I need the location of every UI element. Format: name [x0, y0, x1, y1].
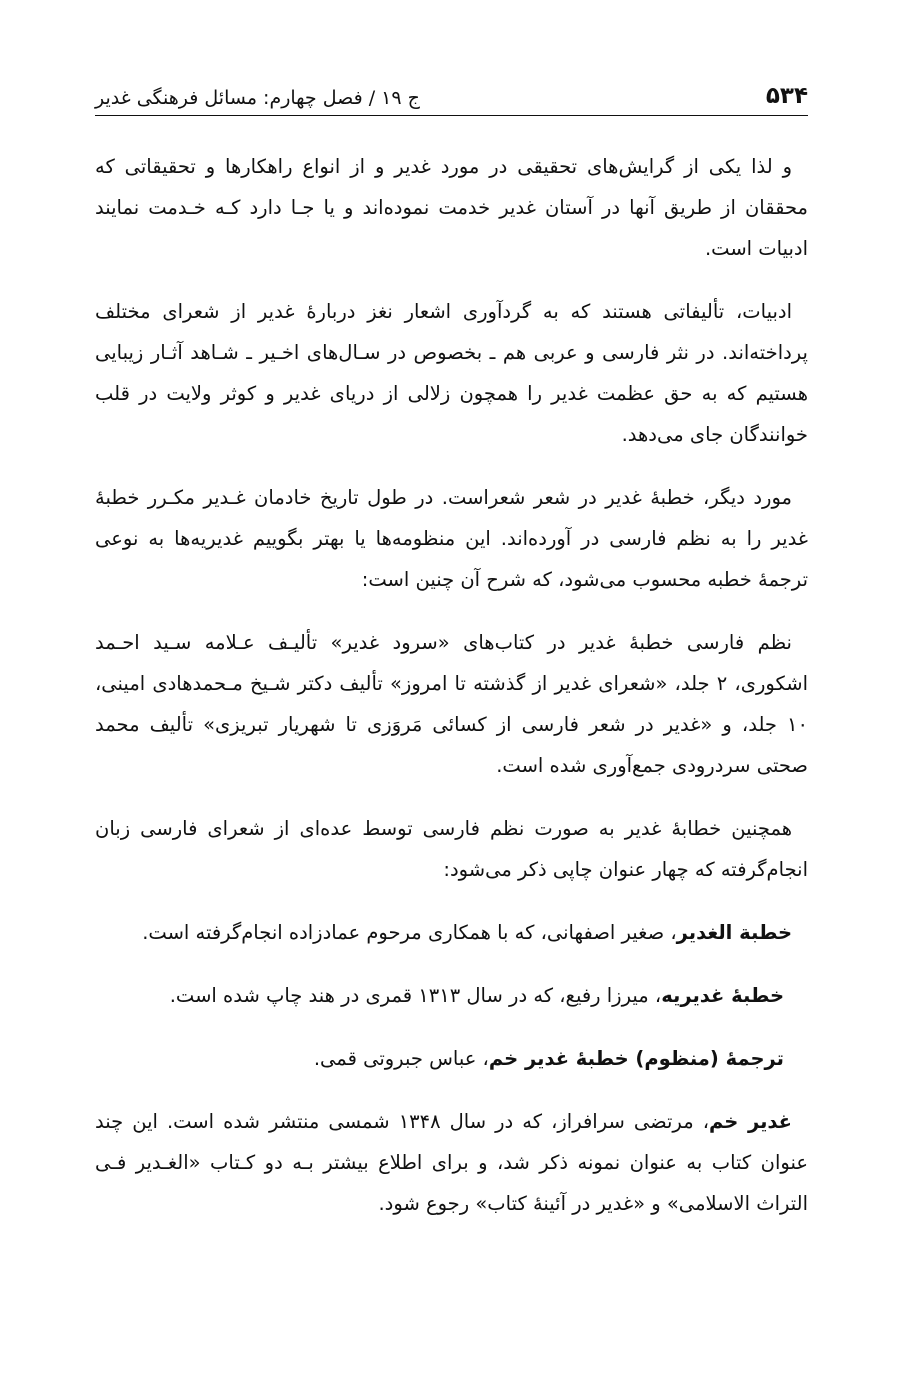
- body-text: [95, 146, 808, 1246]
- closing-title: غدیر خم: [708, 1110, 793, 1133]
- page-number: ۵۳۴: [765, 83, 808, 109]
- entry-text: ، میرزا رفیع، که در سال ۱۳۱۳ قمری در هند چاپ شده است.: [169, 984, 662, 1007]
- page-header: [95, 72, 808, 116]
- paragraph-poetry: مورد دیگر، خطبۀ غدیر در شعر شعراست. در طول تاریخ خادمان غـدیر مکـرر خطبۀ غدیر را به نظم فارسی در آورده‌اند. این منظومه‌ها یا بهتر بگوییم غدیریه‌ها به نوعی ترجمۀ خطبه محسوب می‌شود، که شرح آن چنین است:: [95, 486, 808, 591]
- closing-text: ، مرتضی سرافراز، که در سال ۱۳۴۸ شمسی منتشر شده است. این چند عنوان کتاب به عنوان نمونه ذکر شد، و برای اطلاع بیشتر بـه دو کـتاب «الغـدیر فـی التراث الاسلامی» و «غدیر در آئینۀ کتاب» رجوع شود.: [95, 1110, 808, 1215]
- paragraph-literature: ادبیات، تألیفاتی هستند که به گردآوری اشعار نغز دربارۀ غدیر از شعرای مختلف پرداخته‌اند. در نثر فارسی و عربی هم ـ بخصوص در سـال‌های اخـیر ـ شـاهد آثـار زیبایی هستیم که به حق عظمت غدیر را همچون زلالی از دریای غدیر و کوثر ولایت در قلب خوانندگان جای می‌دهد.: [95, 300, 808, 446]
- entry-title: خطبة الغدیر: [676, 921, 792, 944]
- paragraph-collections: نظم فارسی خطبۀ غدیر در کتاب‌های «سرود غدیر» تألیـف عـلامه سـید احـمد اشکوری، ۲ جلد، «شعرای غدیر از گذشته تا امروز» تألیف دکتر شـیخ مـحمدهادی امینی، ۱۰ جلد، و «غدیر در شعر فارسی از کسائی مَروَزی تا شهریار تبریزی» تألیف محمد صحتی سردرودی جمع‌آوری شده است.: [95, 631, 808, 777]
- entry-text: ، صغیر اصفهانی، که با همکاری مرحوم عمادزاده انجام‌گرفته است.: [142, 921, 677, 944]
- paragraph-versions: همچنین خطابۀ غدیر به صورت نظم فارسی توسط عده‌ای از شعرای فارسی زبان انجام‌گرفته که چهار عنوان چاپی ذکر می‌شود:: [95, 817, 808, 881]
- entry-title: ترجمۀ (منظوم) خطبۀ غدیر خم: [488, 1047, 784, 1070]
- entry-text: ، عباس جبروتی قمی.: [313, 1047, 489, 1070]
- entry-title: خطبۀ غدیریه: [661, 984, 784, 1007]
- list-item: [95, 1038, 808, 1079]
- paragraph-closing: [95, 1101, 808, 1224]
- list-item: [95, 975, 808, 1016]
- running-head: ج ۱۹ / فصل چهارم: مسائل فرهنگی غدیر: [95, 87, 420, 109]
- paragraph-intro: و لذا یکی از گرایش‌های تحقیقی در مورد غدیر و از انواع راهکارها و تحقیقاتی که محققان از طریق آنها در آستان غدیر خدمت نموده‌اند و یا جـا دارد کـه خـدمت نمایند ادبیات است.: [95, 155, 808, 260]
- list-item: [95, 912, 808, 953]
- book-page: [95, 0, 808, 1390]
